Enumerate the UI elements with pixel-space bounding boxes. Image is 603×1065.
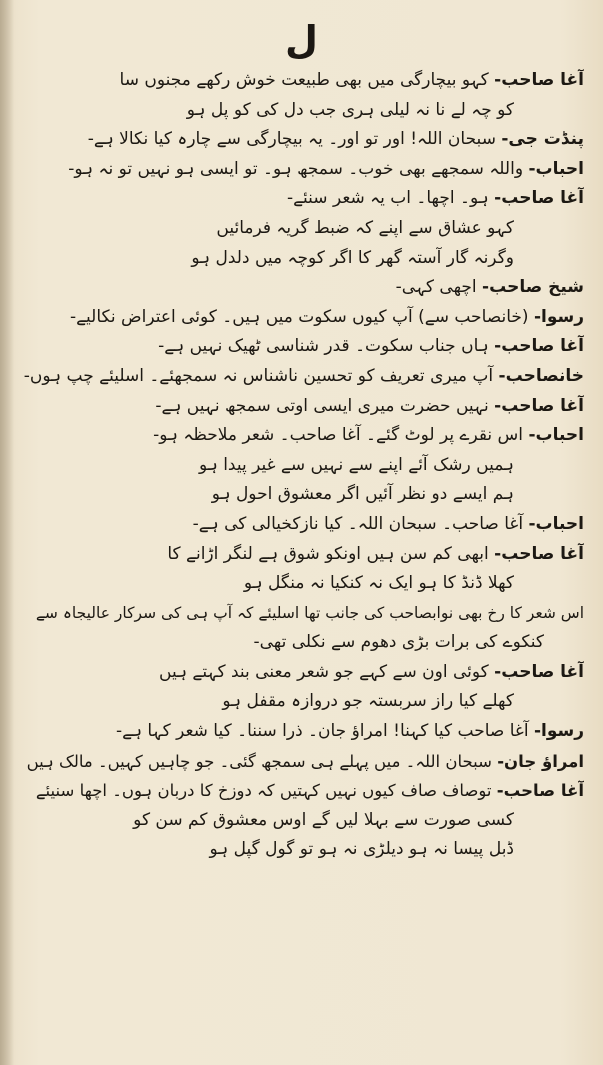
speaker-name: آغا صاحب- [494,395,584,416]
text-line [24,273,584,303]
line-text: کنکوے کی برات بڑی دھوم سے نکلی تھی- [253,632,544,653]
text-line [24,806,584,836]
speaker-name: آغا صاحب- [494,70,584,90]
speaker-name: رسوا- [533,721,584,742]
line-text: سبحان اللہ۔ میں پہلے ہی سمجھ گئی۔ جو چاہیں کہیں۔ مالک ہیں [26,751,492,771]
line-text: کسی صورت سے بہلا لیں گے اوس معشوق کم سن کو [133,809,514,830]
binding-shadow [0,0,14,1065]
line-text: کوئی اون سے کہے جو شعر معنی بند کہتے ہیں [159,661,489,682]
speaker-name: شیخ صاحب- [482,277,584,298]
line-text: آغا صاحب کیا کہنا! امراؤ جان۔ ذرا سننا۔ کیا شعر کہا ہے- [115,721,529,742]
text-line [24,480,584,510]
line-text: توصاف صاف کیوں نہیں کہتیں کہ دوزخ کا دربان ہوں۔ اچھا سنیئے [35,781,492,801]
page-number: ل [285,18,318,62]
line-text: اس نقرے پر لوٹ گئے۔ آغا صاحب۔ شعر ملاحظہ ہو- [153,425,524,446]
speaker-name: آغا صاحب- [494,188,584,209]
line-text: واللہ سمجھے بھی خوب۔ سمجھ ہو۔ تو ایسی ہو نہیں تو نہ ہو- [68,158,524,179]
text-line [24,451,584,481]
line-text: ہمیں رشک آئے اپنے سے نہیں سے غیر پیدا ہو [199,454,514,475]
speaker-name: پنڈت جی- [501,129,584,150]
line-text: ہم ایسے دو نظر آئیں اگر معشوق احول ہو [211,484,514,505]
speaker-name: احباب- [528,513,584,534]
speaker-name: خانصاحب- [498,365,584,386]
line-text: ڈبل پیسا نہ ہو دیلڑی نہ ہو تو گول گپل ہو [209,839,514,860]
speaker-name: احباب- [528,158,584,179]
line-text: سبحان اللہ! اور تو اور۔ یہ بیچارگی سے چارہ کیا نکالا ہے- [87,129,496,150]
text-line [24,687,584,717]
line-text: ابھی کم سن ہیں اونکو شوق ہے لنگر اڑانے کا [167,543,489,564]
text-line [24,184,584,214]
text-line [24,392,584,422]
speaker-name: آغا صاحب- [494,336,584,357]
text-line [24,125,584,155]
text-line [24,155,584,185]
text-line [24,658,584,688]
line-text: اچھی کہی- [395,277,477,298]
line-text: کہو عشاق سے اپنے کہ ضبط گریہ فرمائیں [216,217,514,238]
text-line [24,747,584,777]
text-line [24,332,584,362]
line-text: کہو بیچارگی میں بھی طبیعت خوش رکھے مجنوں سا [119,70,489,90]
page-text [24,66,584,865]
line-text: آغا صاحب۔ سبحان اللہ۔ کیا نازکخیالی کی ہے- [192,513,524,534]
text-line [24,569,584,599]
text-line [24,835,584,865]
speaker-name: آغا صاحب- [494,543,584,564]
line-text: اس شعر کا رخ بھی نوابصاحب کی جانب تھا اسلیئے کہ آپ ہی کی سرکار عالیجاہ سے [35,603,584,622]
line-text: کو چہ لے نا نہ لیلی ہری جب دل کی کو پل ہو [186,99,514,120]
text-line [24,303,584,333]
text-line [24,362,584,392]
speaker-name: رسوا- [533,306,584,327]
text-line [24,244,584,274]
line-text: کھلے کیا راز سربستہ جو دروازہ مقفل ہو [222,691,514,712]
line-text: وگرنہ گار آستہ گھر کا اگر کوچہ میں دلدل ہو [191,247,514,268]
text-line [24,96,584,126]
speaker-name: آغا صاحب- [494,661,584,682]
speaker-name: امراؤ جان- [497,751,584,771]
speaker-name: آغا صاحب- [496,781,584,801]
line-text: آپ میری تعریف کو تحسین ناشناس نہ سمجھئے۔ اسلیئے چپ ہوں- [24,365,494,386]
text-line [24,628,584,658]
line-text: نہیں حضرت میری ایسی اوتی سمجھ نہیں ہے- [155,395,489,416]
text-line [24,510,584,540]
text-line [24,421,584,451]
text-line [24,599,584,629]
line-text: (خانصاحب سے) آپ کیوں سکوت میں ہیں۔ کوئی اعتراض نکالیے- [69,306,529,327]
text-line [24,214,584,244]
text-line [24,717,584,747]
text-line [24,66,584,96]
speaker-name: احباب- [528,425,584,446]
text-line [24,776,584,806]
line-text: کھلا ڈنڈ کا ہو ایک نہ کنکیا نہ منگل ہو [243,573,514,594]
text-line [24,540,584,570]
line-text: ہاں جناب سکوت۔ قدر شناسی ٹھیک نہیں ہے- [158,336,489,357]
line-text: ہو۔ اچھا۔ اب یہ شعر سنئے- [286,188,489,209]
